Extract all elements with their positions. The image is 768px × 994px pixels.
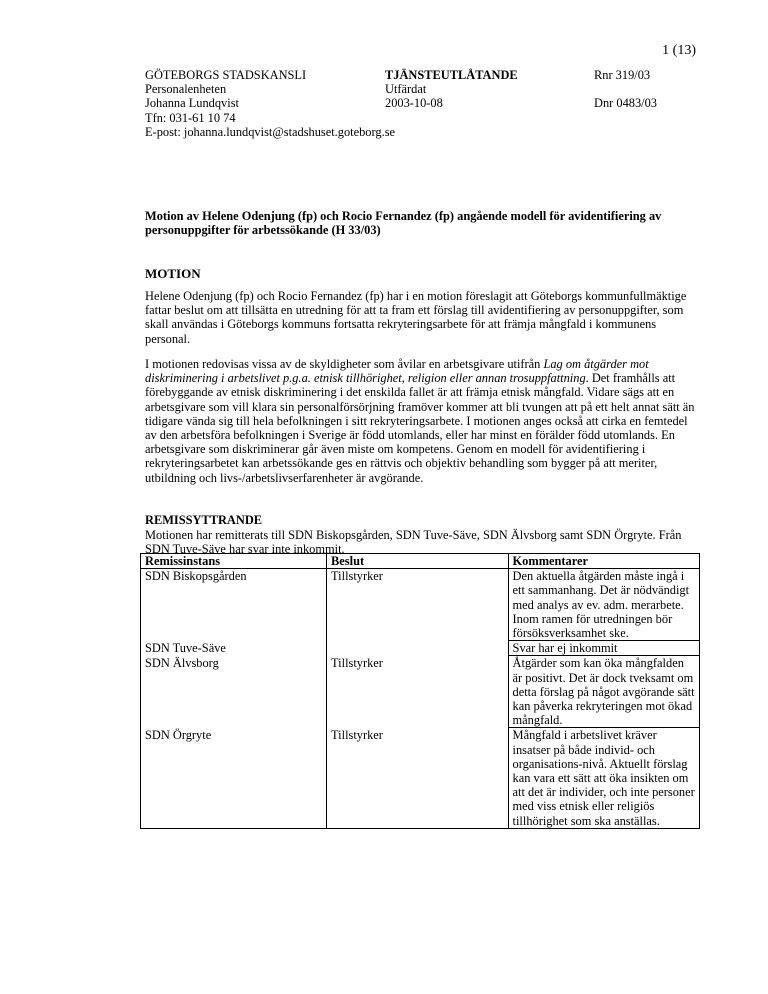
column-header-kommentarer: Kommentarer: [508, 554, 699, 569]
sender-phone: Tfn: 031-61 10 74: [145, 110, 236, 125]
beslut-cell: Tillstyrker: [327, 728, 509, 828]
dnr: Dnr 0483/03: [594, 96, 657, 111]
column-header-beslut: Beslut: [327, 554, 509, 569]
sender-org: GÖTEBORGS STADSKANSLI: [145, 68, 307, 82]
beslut-cell: Tillstyrker: [327, 656, 509, 728]
remiss-table: [140, 553, 700, 829]
table-row: [141, 569, 700, 641]
rnr: Rnr 319/03: [594, 68, 651, 82]
table-row: [141, 656, 700, 728]
beslut-cell: Tillstyrker: [327, 569, 509, 641]
sender-name: Johanna Lundqvist: [145, 96, 239, 111]
table-row: [141, 728, 700, 828]
kommentar-cell: Åtgärder som kan öka mångfalden är positivt. Det är dock tveksamt om detta förslag på något avgörande sätt kan påverka rekryteringen mot ökad mångfald.: [508, 656, 699, 728]
issued-date: 2003-10-08: [385, 96, 443, 111]
kommentar-cell: Den aktuella åtgärden måste ingå i ett sammanhang. Det är nödvändigt med analys av ev. adm. merarbete. Inom ramen för utredningen bör försöksverksamhet ske.: [508, 569, 699, 641]
beslut-cell: [327, 641, 509, 656]
motion-paragraph-2: [145, 357, 701, 485]
table-row: [141, 641, 700, 656]
law-title: Lag om åtgärder mot diskriminering i arbetslivet p.g.a. etnisk tillhörighet, religion eller annan trosuppfattning: [145, 357, 649, 386]
issued-label: Utfärdat: [385, 82, 427, 97]
kommentar-cell: Mångfald i arbetslivet kräver insatser på både individ- och organisations-nivå. Aktuellt förslag kan vara ett sätt att öka insikten om att det är individer, och inte personer med viss etnisk eller religiös tillhörighet som ska anställas.: [508, 728, 699, 828]
sender-email: E-post: johanna.lundqvist@stadshuset.goteborg.se: [145, 124, 396, 139]
sender-unit: Personalenheten: [145, 82, 227, 97]
remiss-paragraph: Motionen har remitterats till SDN Biskopsgården, SDN Tuve-Säve, SDN Älvsborg samt SDN Örgryte. Från SDN Tuve-Säve har svar inte inkommit.: [145, 528, 682, 557]
document-title: Motion av Helene Odenjung (fp) och Rocio Fernandez (fp) angående modell för avidentifiering av personuppgifter för arbetssökande (H 33/03): [145, 209, 662, 238]
instans-cell: SDN Örgryte: [141, 728, 327, 828]
table-header-row: [141, 554, 700, 569]
instans-cell: SDN Biskopsgården: [141, 569, 327, 641]
remiss-heading: REMISSYTTRANDE: [145, 513, 263, 527]
letterhead: [145, 68, 700, 140]
column-header-instans: Remissinstans: [141, 554, 327, 569]
motion-paragraph-2-start: I motionen redovisas vissa av de skyldigheter som åvilar en arbetsgivare utifrån: [145, 357, 544, 371]
instans-cell: SDN Tuve-Säve: [141, 641, 327, 656]
motion-paragraph-1: Helene Odenjung (fp) och Rocio Fernandez (fp) har i en motion föreslagit att Göteborgs kommunfullmäktige fattar beslut om att tillsätta en utredning för att ta fram ett förslag till avidentifiering av personuppgifter, som skall användas i Göteborgs kommuns fortsatta rekryteringsarbete för att främja mångfald i kommunens personal.: [145, 289, 687, 346]
document-type-block: [385, 68, 518, 111]
motion-paragraph-2-end: . Det framhålls att förebyggande av etnisk diskriminering i det enskilda fallet är att främja etnisk mångfald. Vidare sägs att en arbetsgivare som vill klara sin personalförsörjning framöver kommer att bli tvungen att på ett helt annat sätt än tidigare vända sig till hela befolkningen i sitt rekryteringsarbete. I motionen anges också att cirka en femtedel av den arbetsföra befolkningen i Sverige är född utomlands, eller har minst en förälder född utomlands. En arbetsgivare som diskriminerar går även miste om kompetens. Genom en modell för avidentifiering i rekryteringsarbetet kan arbetssökande ges en rättvis och objektiv behandling som bygger på att meriter, utbildning och livs-/arbetslivserfarenheter är avgörande.: [145, 371, 695, 485]
motion-heading: MOTION: [145, 266, 201, 281]
page-number: 1 (13): [662, 43, 696, 58]
reference-block: [594, 68, 657, 111]
document-type: TJÄNSTEUTLÅTANDE: [385, 68, 518, 82]
kommentar-cell: Svar har ej inkommit: [508, 641, 699, 656]
sender-block: [145, 68, 395, 139]
instans-cell: SDN Älvsborg: [141, 656, 327, 728]
